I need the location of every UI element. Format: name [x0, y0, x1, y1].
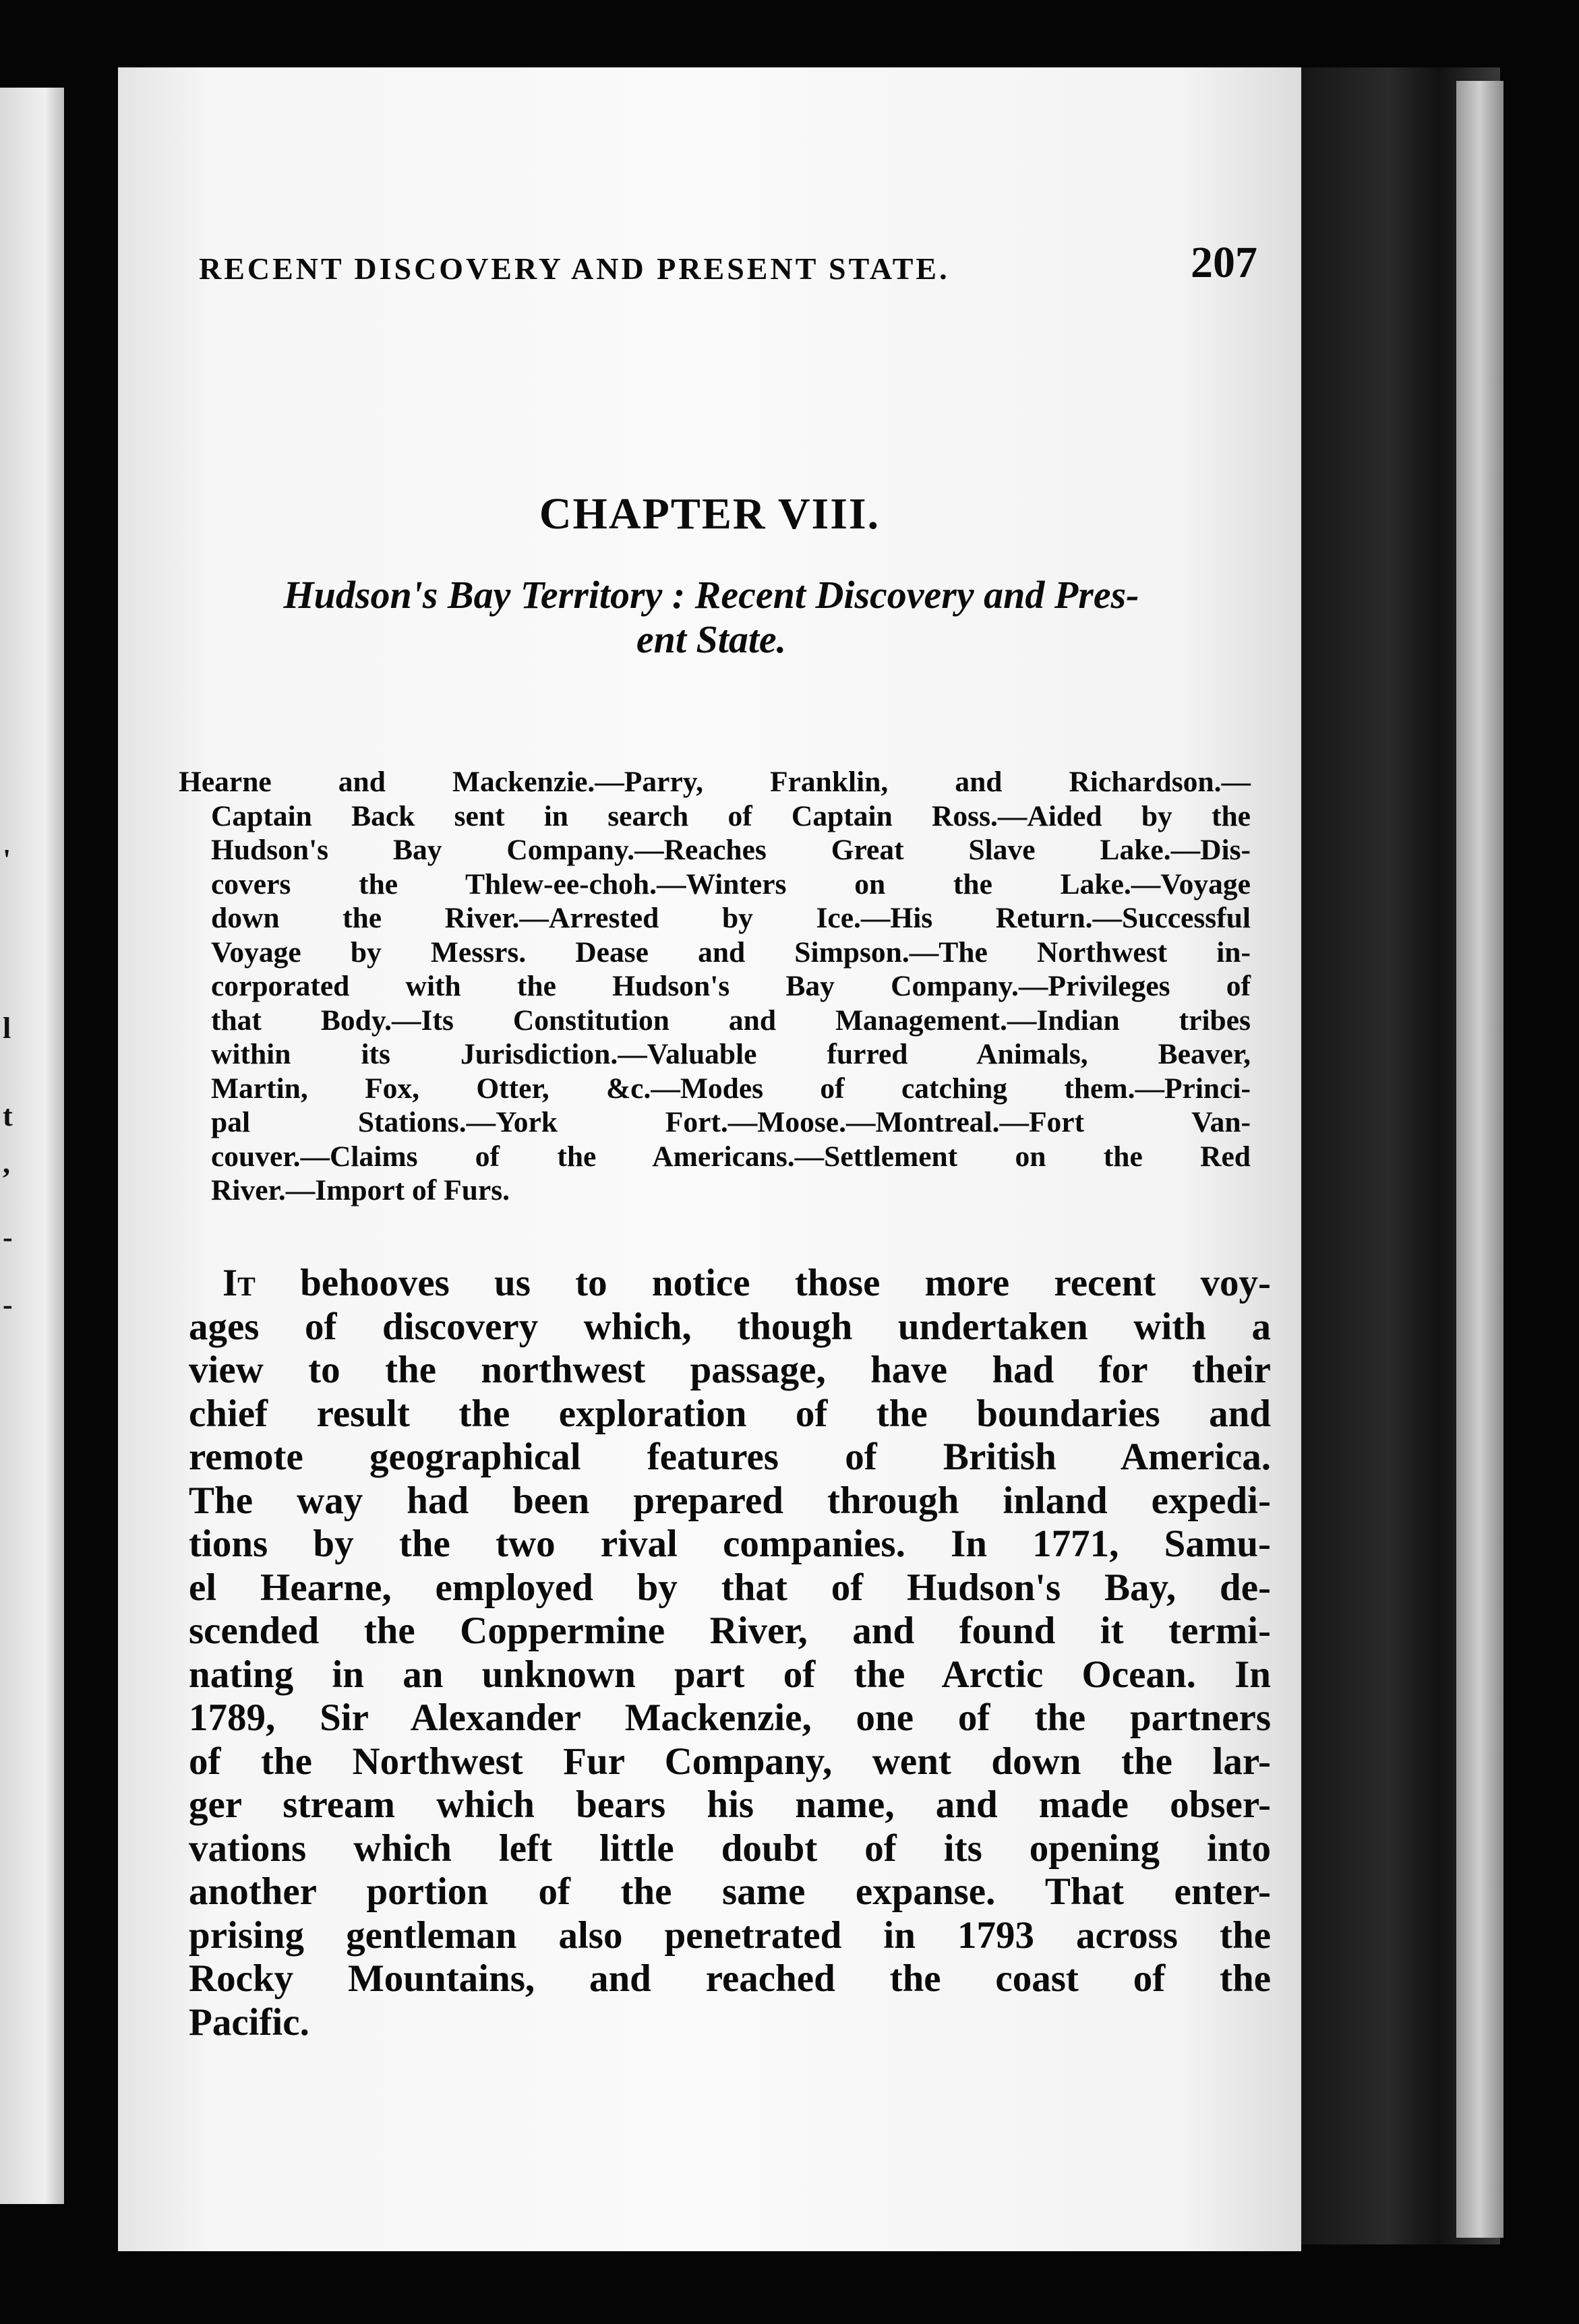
- body-line: Pacific.: [189, 2000, 309, 2044]
- body-line: ger stream which bears his name, and made obser-: [189, 1783, 1271, 1826]
- body-line: tions by the two rival companies. In 1771, Samu-: [189, 1523, 1271, 1565]
- body-line: The way had been prepared through inland expedi-: [189, 1479, 1271, 1522]
- dropcap: It: [222, 1262, 256, 1304]
- left-page-mark: ,: [3, 1146, 10, 1180]
- chapter-title: CHAPTER VIII.: [539, 489, 881, 539]
- chapter-subtitle-line: Hudson's Bay Territory : Recent Discovery and Pres-: [283, 573, 1139, 617]
- left-page-edge: [0, 88, 64, 2204]
- body-line: nating in an unknown part of the Arctic Ocean. In: [189, 1653, 1271, 1696]
- summary-line: within its Jurisdiction.—Valuable furred Animals, Beaver,: [211, 1038, 1251, 1070]
- left-page-mark: t: [3, 1099, 13, 1132]
- summary-line: Hearne and Mackenzie.—Parry, Franklin, and Richardson.—: [179, 766, 1251, 798]
- body-line: el Hearne, employed by that of Hudson's Bay, de-: [189, 1566, 1271, 1609]
- body-line: another portion of the same expanse. That enter-: [189, 1870, 1271, 1913]
- summary-line: covers the Thlew-ee-choh.—Winters on the Lake.—Voyage: [211, 867, 1251, 900]
- left-page-mark: -: [3, 1221, 13, 1254]
- summary-line: Hudson's Bay Company.—Reaches Great Slave Lake.—Dis-: [211, 834, 1251, 866]
- summary-line: corporated with the Hudson's Bay Company.—Privileges of: [211, 970, 1251, 1002]
- chapter-subtitle: [179, 573, 1244, 662]
- body-line: 1789, Sir Alexander Mackenzie, one of the partners: [189, 1696, 1271, 1739]
- summary-line: couver.—Claims of the Americans.—Settlement on the Red: [211, 1140, 1251, 1173]
- body-line: scended the Coppermine River, and found it termi-: [189, 1610, 1271, 1652]
- book-page: [118, 67, 1301, 2251]
- body-line: of the Northwest Fur Company, went down the lar-: [189, 1740, 1271, 1783]
- running-title: RECENT DISCOVERY AND PRESENT STATE.: [199, 251, 950, 286]
- summary-line: Voyage by Messrs. Dease and Simpson.—The Northwest in-: [211, 936, 1251, 969]
- left-page-mark: ': [3, 843, 11, 876]
- running-head: [199, 237, 1257, 298]
- body-line-text: behooves us to notice those more recent voy-: [300, 1262, 1272, 1304]
- chapter-summary: [179, 765, 1251, 1208]
- body-line: remote geographical features of British America.: [189, 1436, 1271, 1478]
- body-line: vations which left little doubt of its opening into: [189, 1827, 1271, 1870]
- summary-line: River.—Import of Furs.: [211, 1174, 510, 1206]
- summary-line: down the River.—Arrested by Ice.—His Return.—Successful: [211, 902, 1251, 934]
- summary-line: pal Stations.—York Fort.—Moose.—Montreal.—Fort Van-: [211, 1106, 1251, 1138]
- body-line: prising gentleman also penetrated in 1793 across the: [189, 1914, 1271, 1957]
- body-line: ages of discovery which, though undertaken with a: [189, 1305, 1271, 1348]
- summary-line: Captain Back sent in search of Captain Ross.—Aided by the: [211, 799, 1251, 832]
- summary-line: Martin, Fox, Otter, &c.—Modes of catching them.—Princi-: [211, 1072, 1251, 1105]
- left-page-mark: -: [3, 1288, 13, 1321]
- summary-line: that Body.—Its Constitution and Management.—Indian tribes: [211, 1004, 1251, 1037]
- left-page-mark: l: [3, 1012, 11, 1045]
- book-cover-edge: [1456, 81, 1503, 2238]
- body-line: Rocky Mountains, and reached the coast of the: [189, 1957, 1271, 2000]
- body-line: chief result the exploration of the boundaries and: [189, 1392, 1271, 1435]
- chapter-subtitle-line: ent State.: [636, 617, 787, 661]
- body-paragraph: [189, 1262, 1271, 2044]
- page-number: 207: [1191, 238, 1257, 287]
- body-line: view to the northwest passage, have had for their: [189, 1349, 1271, 1391]
- body-line: [189, 1262, 1271, 1306]
